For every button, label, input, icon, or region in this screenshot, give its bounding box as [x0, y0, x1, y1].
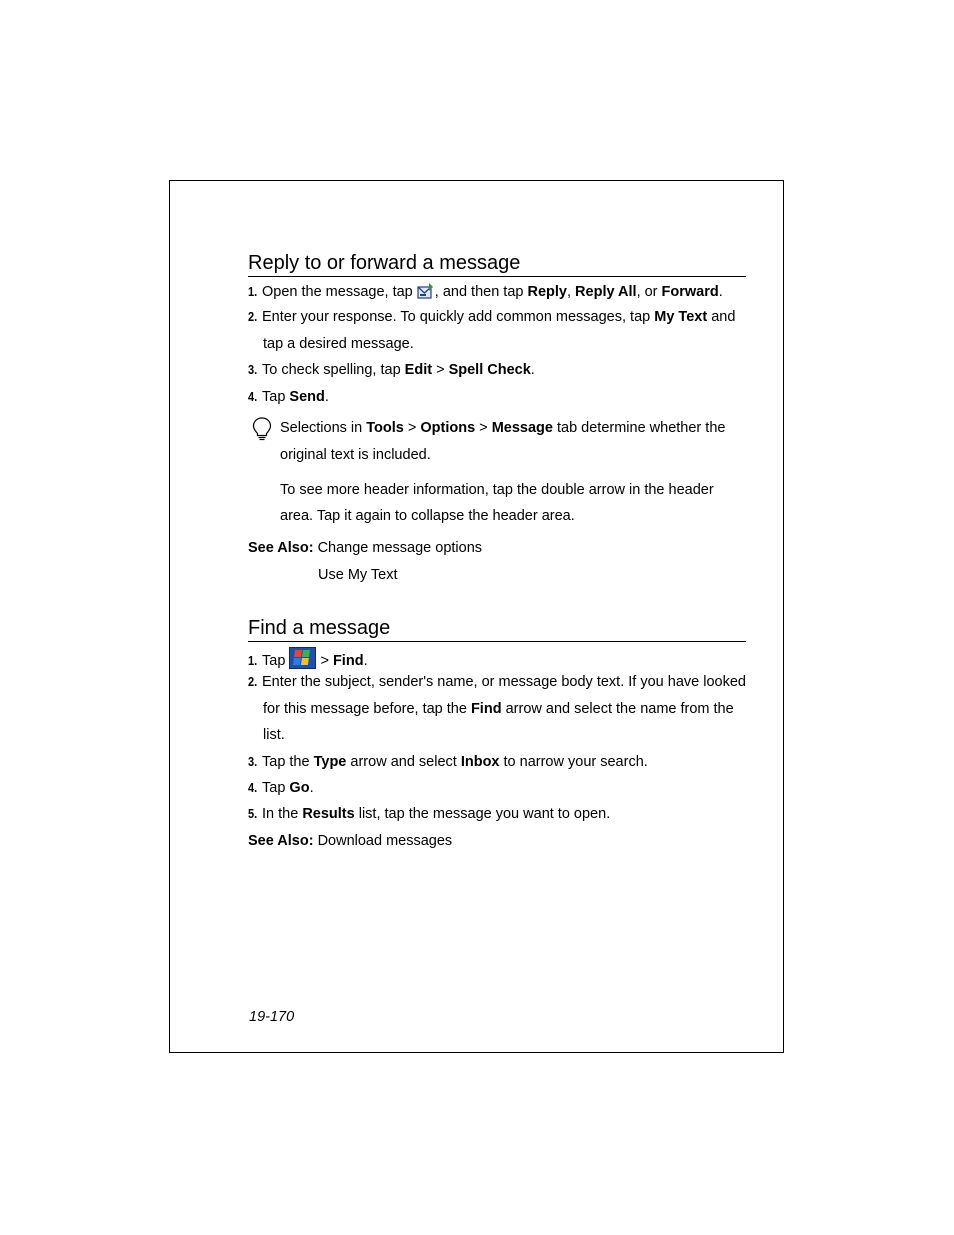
note-line-1: To see more header information, tap the double arrow in the header	[280, 482, 714, 498]
see-also-reply: See Also: Change message options	[248, 540, 483, 556]
find-step-4: 4. Tap Go.	[248, 780, 314, 796]
find-step-5: 5. In the Results list, tap the message you want to open.	[248, 806, 611, 822]
note-line-2: area. Tap it again to collapse the header area.	[280, 508, 575, 524]
find-step-1: 1. Tap > Find.	[248, 647, 368, 674]
reply-step-3: 3. To check spelling, tap Edit > Spell Check.	[248, 362, 535, 378]
reply-step-2: 2. Enter your response. To quickly add common messages, tap My Text and	[248, 309, 736, 325]
find-step-2-cont: for this message before, tap the Find arrow and select the name from the	[263, 701, 734, 717]
envelope-reply-icon	[417, 282, 435, 305]
lightbulb-icon	[251, 416, 273, 447]
reply-step-4: 4. Tap Send.	[248, 389, 329, 405]
find-step-2-cont2: list.	[263, 727, 285, 743]
find-step-3: 3. Tap the Type arrow and select Inbox to narrow your search.	[248, 754, 648, 770]
section-heading-reply: Reply to or forward a message	[248, 251, 746, 277]
reply-step-1: 1. Open the message, tap , and then tap Reply, Reply All, or Forward.	[248, 282, 723, 305]
tip-text-cont: original text is included.	[280, 447, 431, 463]
page-number: 19-170	[249, 1009, 295, 1025]
see-also-reply-item-2: Use My Text	[318, 567, 398, 583]
see-also-find: See Also: Download messages	[248, 833, 453, 849]
windows-start-icon	[289, 647, 316, 674]
find-step-2: 2. Enter the subject, sender's name, or message body text. If you have looked	[248, 674, 746, 690]
tip-text: Selections in Tools > Options > Message tab determine whether the	[280, 420, 726, 436]
section-heading-find: Find a message	[248, 616, 746, 642]
reply-step-2-cont: tap a desired message.	[263, 336, 414, 352]
